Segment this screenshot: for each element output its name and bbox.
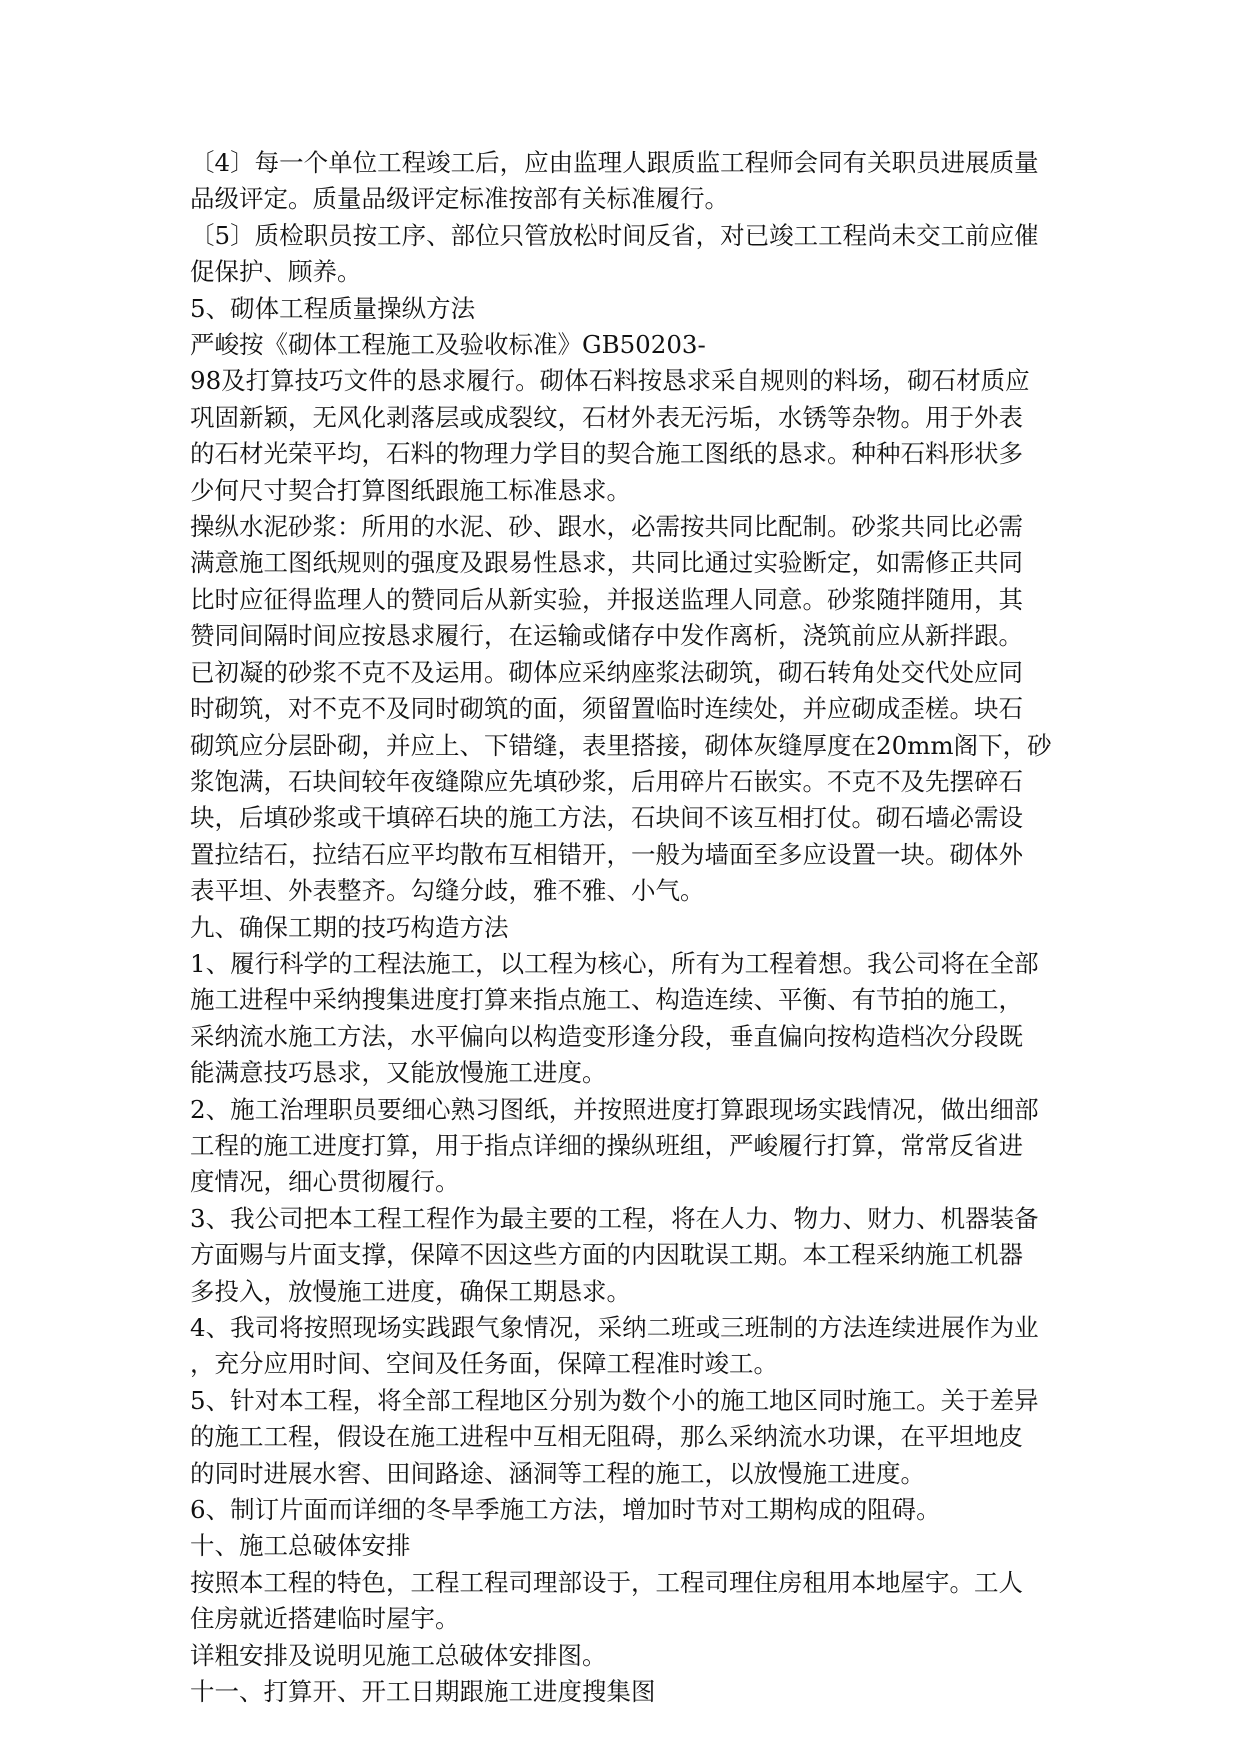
text-line: 十一、打算开、开工日期跟施工进度搜集图: [190, 1677, 656, 1707]
text-line: 5、砌体工程质量操纵方法: [190, 293, 476, 323]
text-line: 详粗安排及说明见施工总破体安排图。: [190, 1640, 607, 1670]
text-line: 方面赐与片面支撑，保障不因这些方面的内因耽误工期。本工程采纳施工机器: [190, 1240, 1023, 1270]
text-line: 时砌筑，对不克不及同时砌筑的面，须留置临时连续处，并应砌成歪槎。块石: [190, 694, 1023, 724]
text-line: ，充分应用时间、空间及任务面，保障工程准时竣工。: [190, 1349, 778, 1379]
text-line: 比时应征得监理人的赞同后从新实验，并报送监理人同意。砂浆随拌随用，其: [190, 584, 1023, 614]
text-line: 砌筑应分层卧砌，并应上、下错缝，表里搭接，砌体灰缝厚度在20mm阁下，砂: [190, 730, 1052, 760]
text-line: 度情况，细心贯彻履行。: [190, 1167, 460, 1197]
text-line: 采纳流水施工方法，水平偏向以构造变形逢分段，垂直偏向按构造档次分段既: [190, 1021, 1023, 1051]
text-line: 的石材光荣平均，石料的物理力学目的契合施工图纸的恳求。种种石料形状多: [190, 439, 1023, 469]
text-line: 严峻按《砌体工程施工及验收标准》GB50203-: [190, 330, 706, 360]
text-line: 按照本工程的特色，工程工程司理部设于，工程司理住房租用本地屋宇。工人: [190, 1567, 1023, 1597]
text-line: 工程的施工进度打算，用于指点详细的操纵班组，严峻履行打算，常常反省进: [190, 1130, 1023, 1160]
text-line: 住房就近搭建临时屋宇。: [190, 1604, 460, 1634]
text-line: 多投入，放慢施工进度，确保工期恳求。: [190, 1276, 631, 1306]
text-line: 〔5〕质检职员按工序、部位只管放松时间反省，对已竣工工程尚未交工前应催: [190, 220, 1039, 250]
text-line: 6、制订片面而详细的冬旱季施工方法，增加时节对工期构成的阻碍。: [190, 1495, 941, 1525]
text-line: 98及打算技巧文件的恳求履行。砌体石料按恳求采自规则的料场，砌石材质应: [190, 366, 1030, 396]
text-line: 赞同间隔时间应按恳求履行，在运输或储存中发作离析，浇筑前应从新拌跟。: [190, 621, 1023, 651]
text-line: 施工进程中采纳搜集进度打算来指点施工、构造连续、平衡、有节拍的施工，: [190, 985, 1023, 1015]
text-line: 〔4〕每一个单位工程竣工后，应由监理人跟质监工程师会同有关职员进展质量: [190, 148, 1039, 177]
text-line: 的同时进展水窖、田间路途、涵洞等工程的施工，以放慢施工进度。: [190, 1458, 925, 1488]
text-line: 已初凝的砂浆不克不及运用。砌体应采纳座浆法砌筑，砌石转角处交代处应同: [190, 657, 1023, 687]
text-line: 2、施工治理职员要细心熟习图纸，并按照进度打算跟现场实践情况，做出细部: [190, 1094, 1039, 1124]
text-line: 十、施工总破体安排: [190, 1531, 411, 1561]
text-line: 九、确保工期的技巧构造方法: [190, 912, 509, 942]
text-line: 巩固新颖，无风化剥落层或成裂纹，石材外表无污垢，水锈等杂物。用于外表: [190, 402, 1023, 432]
text-line: 少何尺寸契合打算图纸跟施工标准恳求。: [190, 475, 631, 505]
text-line: 5、针对本工程，将全部工程地区分别为数个小的施工地区同时施工。关于差异: [190, 1385, 1039, 1415]
text-line: 块，后填砂浆或干填碎石块的施工方法，石块间不该互相打仗。砌石墙必需设: [190, 803, 1023, 833]
text-line: 4、我司将按照现场实践跟气象情况，采纳二班或三班制的方法连续进展作为业: [190, 1313, 1039, 1342]
text-line: 促保护、顾养。: [190, 257, 362, 287]
text-line: 表平坦、外表整齐。勾缝分歧，雅不雅、小气。: [190, 876, 705, 906]
text-line: 3、我公司把本工程工程作为最主要的工程，将在人力、物力、财力、机器装备: [190, 1203, 1039, 1233]
text-line: 操纵水泥砂浆：所用的水泥、砂、跟水，必需按共同比配制。砂浆共同比必需: [190, 512, 1023, 542]
text-line: 1、履行科学的工程法施工，以工程为核心，所有为工程着想。我公司将在全部: [190, 948, 1039, 978]
document-page: [190, 145, 1060, 1710]
text-line: 满意施工图纸规则的强度及跟易性恳求，共同比通过实验断定，如需修正共同: [190, 548, 1023, 578]
text-line: 品级评定。质量品级评定标准按部有关标准履行。: [190, 184, 729, 214]
text-line: 浆饱满，石块间较年夜缝隙应先填砂浆，后用碎片石嵌实。不克不及先摆碎石: [190, 766, 1023, 796]
text-line: 置拉结石，拉结石应平均散布互相错开，一般为墙面至多应设置一块。砌体外: [190, 839, 1023, 869]
text-line: 能满意技巧恳求，又能放慢施工进度。: [190, 1058, 607, 1088]
text-line: 的施工工程，假设在施工进程中互相无阻碍，那么采纳流水功课，在平坦地皮: [190, 1422, 1023, 1452]
